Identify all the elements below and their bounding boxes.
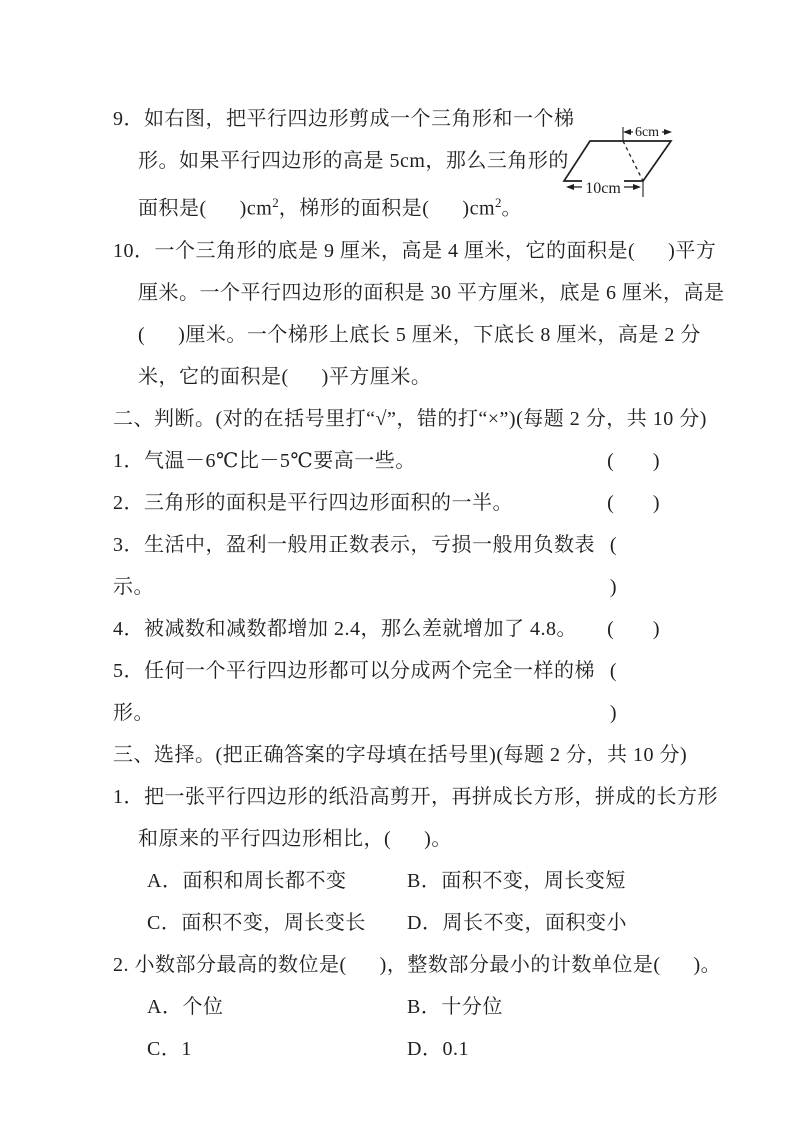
choice-q1-option-b: B．面积不变，周长变短 bbox=[407, 869, 626, 892]
top-dimension-label: 6cm bbox=[634, 125, 660, 140]
bottom-arrowhead-right bbox=[633, 184, 641, 190]
q10-line-4: 米，它的面积是( )平方厘米。 bbox=[138, 365, 432, 388]
q9-line-1: 9．如右图，把平行四边形剪成一个三角形和一个梯 bbox=[113, 108, 575, 130]
q9-squared-exponent-2: 2 bbox=[495, 195, 502, 210]
section2-heading: 二、判断。(对的在括号里打“√”，错的打“×”)(每题 2 分，共 10 分) bbox=[113, 407, 707, 430]
judge-item-2 bbox=[0, 482, 793, 524]
parallelogram-diagram bbox=[556, 119, 728, 205]
judge-item-3 bbox=[0, 524, 793, 608]
judge-item-3-answer-bracket: ( ) bbox=[609, 533, 656, 598]
judge-item-1 bbox=[0, 440, 793, 482]
judge-item-2-text: 2．三角形的面积是平行四边形面积的一半。 bbox=[113, 491, 513, 514]
choice-q2-options-row-1 bbox=[0, 986, 793, 1028]
judge-item-4 bbox=[0, 608, 793, 650]
worksheet-content bbox=[0, 98, 793, 1070]
judge-item-5 bbox=[0, 650, 793, 734]
judge-item-4-answer-bracket: ( ) bbox=[607, 617, 660, 640]
judge-item-5-text: 5．任何一个平行四边形都可以分成两个完全一样的梯形。 bbox=[113, 659, 595, 724]
judge-item-4-text: 4．被减数和减数都增加 2.4，那么差就增加了 4.8。 bbox=[113, 617, 577, 640]
q9-line-3-text-a: 面积是( )cm bbox=[138, 197, 273, 220]
q9-squared-exponent-1: 2 bbox=[272, 195, 279, 210]
top-arrowhead-right bbox=[664, 129, 672, 135]
choice-q2-options-row-2 bbox=[0, 1028, 793, 1070]
judge-item-1-answer-bracket: ( ) bbox=[607, 449, 660, 472]
bottom-arrowhead-left bbox=[566, 184, 574, 190]
judge-item-3-text: 3．生活中，盈利一般用正数表示，亏损一般用负数表示。 bbox=[113, 533, 595, 598]
q10-line-1: 10．一个三角形的底是 9 厘米，高是 4 厘米，它的面积是( )平方 bbox=[113, 239, 717, 262]
q9-line-3-text-b: ，梯形的面积是( )cm bbox=[278, 197, 496, 220]
q9-line-3-text-c: 。 bbox=[501, 197, 523, 220]
top-arrowhead-left bbox=[623, 129, 631, 135]
choice-q2-option-c: C．1 bbox=[147, 1037, 192, 1060]
judge-item-1-text: 1．气温－6℃比－5℃要高一些。 bbox=[113, 449, 416, 472]
choice-q1-line-1: 1．把一张平行四边形的纸沿高剪开，再拼成长方形，拼成的长方形 bbox=[113, 785, 718, 808]
judge-item-2-answer-bracket: ( ) bbox=[607, 491, 660, 514]
choice-q1-option-a: A．面积和周长都不变 bbox=[147, 869, 347, 892]
choice-q1-options-row-2 bbox=[0, 902, 793, 944]
q10-line-2: 厘米。一个平行四边形的面积是 30 平方厘米，底是 6 厘米，高是 bbox=[138, 281, 725, 304]
choice-q1-options-row-1 bbox=[0, 860, 793, 902]
q9-line-2: 形。如果平行四边形的高是 5cm，那么三角形的 bbox=[138, 150, 569, 172]
section3-heading: 三、选择。(把正确答案的字母填在括号里)(每题 2 分，共 10 分) bbox=[113, 743, 688, 766]
choice-q2-line-1: 2. 小数部分最高的数位是( )，整数部分最小的计数单位是( )。 bbox=[113, 953, 722, 976]
choice-q2-option-a: A．个位 bbox=[147, 995, 224, 1018]
choice-q1-line-2: 和原来的平行四边形相比，( )。 bbox=[138, 827, 452, 850]
choice-q2-option-d: D．0.1 bbox=[407, 1037, 469, 1060]
choice-q1-option-d: D．周长不变，面积变小 bbox=[407, 911, 627, 934]
dashed-cut-line bbox=[623, 141, 643, 181]
choice-q2-option-b: B．十分位 bbox=[407, 995, 503, 1018]
choice-q1-option-c: C．面积不变，周长变长 bbox=[147, 911, 366, 934]
bottom-dimension-label: 10cm bbox=[585, 180, 621, 197]
judge-item-5-answer-bracket: ( ) bbox=[609, 659, 656, 724]
parallelogram-outline bbox=[564, 141, 671, 181]
q10-line-3: ( )厘米。一个梯形上底长 5 厘米，下底长 8 厘米，高是 2 分 bbox=[138, 323, 701, 346]
